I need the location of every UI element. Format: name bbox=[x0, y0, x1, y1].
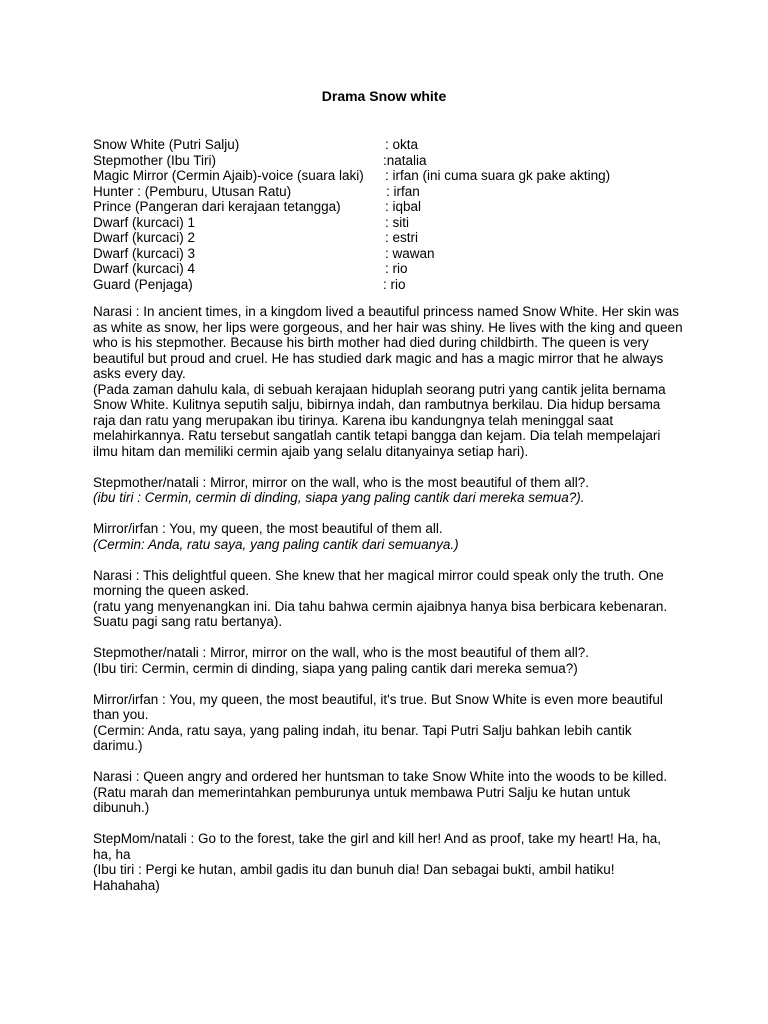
cast-role: Snow White (Putri Salju) bbox=[93, 137, 240, 152]
cast-role: Hunter : (Pemburu, Utusan Ratu) bbox=[93, 183, 292, 199]
translation-line: (Ratu marah dan memerintahkan pemburunya untuk membawa Putri Salju ke hutan untuk dibunuh.) bbox=[93, 784, 631, 815]
script-paragraph bbox=[93, 831, 683, 893]
cast-row bbox=[93, 261, 733, 277]
translation-line: (ratu yang menyenangkan ini. Dia tahu bahwa cermin ajaibnya hanya bisa berbicara kebenaran. Suatu pagi sang ratu bertanya). bbox=[93, 598, 668, 629]
cast-actor: : rio bbox=[383, 276, 406, 292]
cast-row bbox=[93, 246, 733, 262]
cast-role: Dwarf (kurcaci) 4 bbox=[93, 261, 196, 276]
dialogue-line: Stepmother/natali : Mirror, mirror on the wall, who is the most beautiful of them all?. bbox=[93, 645, 589, 660]
translation-line: (Pada zaman dahulu kala, di sebuah kerajaan hiduplah seorang putri yang cantik jelita bernama Snow White. Kulitnya seputih salju, bibirnya indah, dan rambutnya berkilau. Dia hidup bersama raja dan ratu yang merupakan ibu tirinya. Karena ibu kandungnya telah meninggal saat melahirkannya. Ratu tersebut sangatlah cantik tetapi bangga dan kejam. Dia telah mempelajari ilmu hitam dan memiliki cermin ajaib yang selalu ditanyainya setiap hari). bbox=[93, 381, 666, 459]
cast-row bbox=[93, 153, 733, 169]
translation-line: (Ibu tiri : Pergi ke hutan, ambil gadis itu dan bunuh dia! Dan sebagai bukti, ambil hatiku! Hahahaha) bbox=[93, 862, 615, 893]
cast-role: Dwarf (kurcaci) 3 bbox=[93, 245, 196, 261]
script-paragraph bbox=[93, 769, 683, 816]
script-paragraph bbox=[93, 568, 683, 630]
dialogue-line: StepMom/natali : Go to the forest, take the girl and kill her! And as proof, take my heart! Ha, ha, ha, ha bbox=[93, 831, 662, 862]
dialogue-line: Narasi : Queen angry and ordered her huntsman to take Snow White into the woods to be killed. bbox=[93, 769, 668, 784]
script-paragraph bbox=[93, 521, 683, 552]
cast-row bbox=[93, 168, 733, 184]
cast-role: Prince (Pangeran dari kerajaan tetangga) bbox=[93, 199, 341, 214]
cast-role: Dwarf (kurcaci) 1 bbox=[93, 214, 196, 230]
dialogue-line: Mirror/irfan : You, my queen, the most beautiful, it's true. But Snow White is even more beautiful than you. bbox=[93, 691, 663, 722]
cast-role: Dwarf (kurcaci) 2 bbox=[93, 230, 196, 245]
cast-row bbox=[93, 215, 733, 231]
cast-actor: : wawan bbox=[385, 245, 435, 261]
translation-line: (Cermin: Anda, ratu saya, yang paling indah, itu benar. Tapi Putri Salju bahkan lebih cantik darimu.) bbox=[93, 722, 632, 753]
cast-actor: : iqbal bbox=[385, 199, 422, 214]
script-paragraph bbox=[93, 304, 683, 459]
cast-row bbox=[93, 184, 733, 200]
cast-role: Guard (Penjaga) bbox=[93, 276, 193, 292]
translation-line: (Ibu tiri: Cermin, cermin di dinding, siapa yang paling cantik dari mereka semua?) bbox=[93, 660, 578, 676]
script-paragraph bbox=[93, 475, 683, 506]
translation-line: (ibu tiri : Cermin, cermin di dinding, siapa yang paling cantik dari mereka semua?). bbox=[93, 490, 585, 505]
cast-actor: : estri bbox=[385, 230, 419, 245]
cast-actor: : rio bbox=[385, 261, 408, 276]
script-paragraph bbox=[93, 645, 683, 676]
cast-row bbox=[93, 199, 733, 215]
cast-row bbox=[93, 277, 733, 293]
cast-role: Magic Mirror (Cermin Ajaib)-voice (suara laki) bbox=[93, 168, 364, 183]
cast-actor: : irfan bbox=[386, 183, 420, 199]
cast-actor: : irfan (ini cuma suara gk pake akting) bbox=[385, 168, 611, 183]
cast-role: Stepmother (Ibu Tiri) bbox=[93, 152, 217, 168]
script-body bbox=[93, 304, 683, 909]
script-paragraph bbox=[93, 692, 683, 754]
dialogue-line: Mirror/irfan : You, my queen, the most beautiful of them all. bbox=[93, 521, 443, 536]
translation-line: (Cermin: Anda, ratu saya, yang paling cantik dari semuanya.) bbox=[93, 536, 459, 552]
cast-actor: : siti bbox=[385, 214, 410, 230]
cast-row bbox=[93, 137, 733, 153]
cast-list bbox=[93, 137, 733, 292]
dialogue-line: Narasi : In ancient times, in a kingdom lived a beautiful princess named Snow White. Her skin was as white as snow, her lips were gorgeous, and her hair was shiny. He lives with the king and queen who is his stepmother. Because his birth mother had died during childbirth. The queen is very beautiful but proud and cruel. He has studied dark magic and has a magic mirror that he always asks every day. bbox=[93, 304, 683, 381]
cast-actor: :natalia bbox=[383, 152, 427, 168]
dialogue-line: Stepmother/natali : Mirror, mirror on the wall, who is the most beautiful of them all?. bbox=[93, 474, 589, 490]
document-title: Drama Snow white bbox=[321, 88, 447, 104]
dialogue-line: Narasi : This delightful queen. She knew that her magical mirror could speak only the truth. One morning the queen asked. bbox=[93, 567, 664, 598]
cast-actor: : okta bbox=[385, 137, 419, 152]
cast-row bbox=[93, 230, 733, 246]
